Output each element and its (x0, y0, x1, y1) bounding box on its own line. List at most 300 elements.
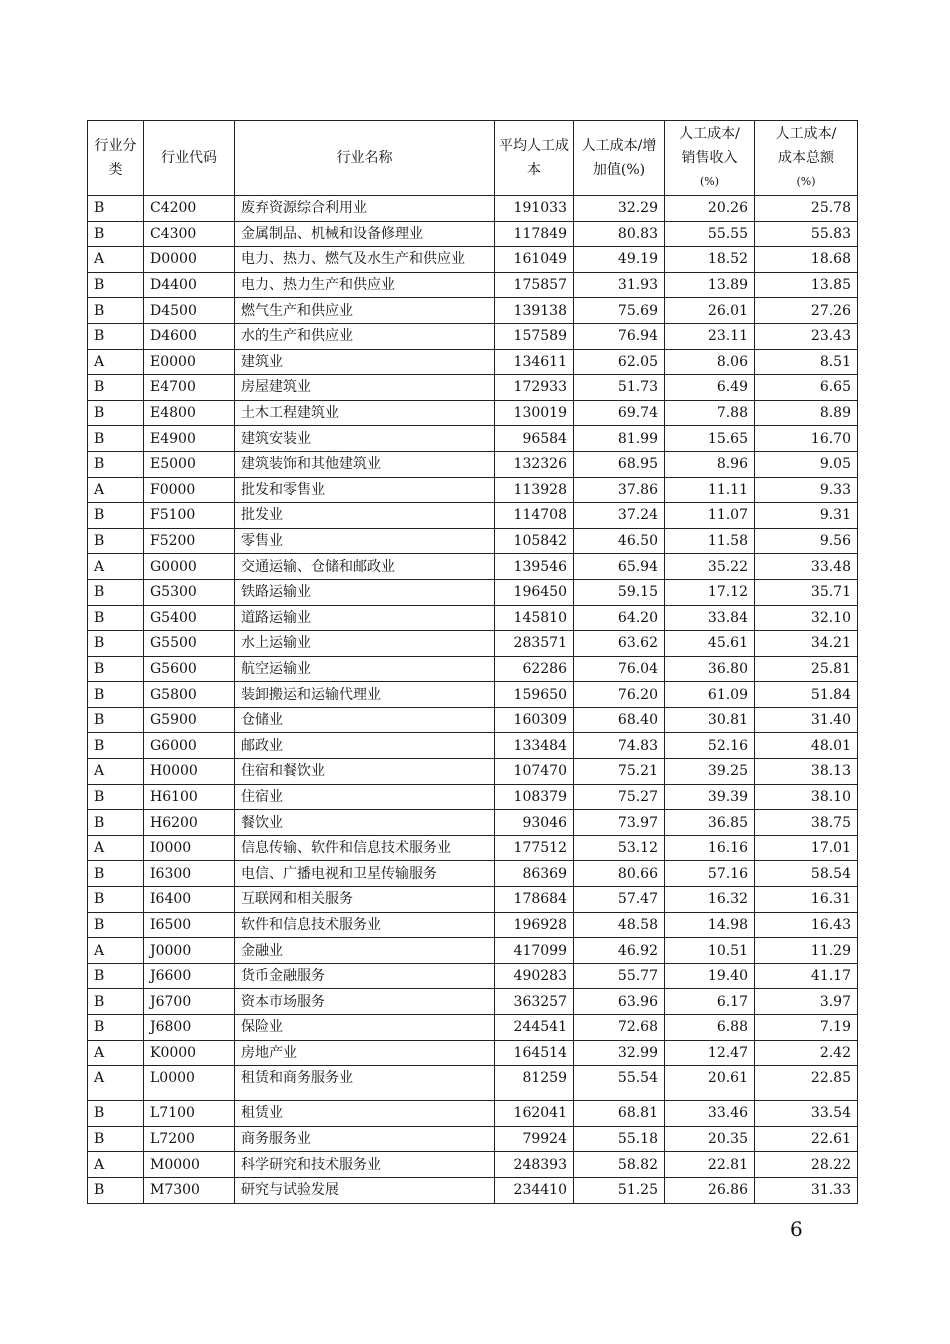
cell-cost-to-sales: 16.16 (665, 835, 755, 861)
cell-cost-to-total-cost: 17.01 (755, 835, 858, 861)
cell-avg-labor-cost: 160309 (495, 707, 574, 733)
cell-avg-labor-cost: 490283 (495, 963, 574, 989)
cell-industry-name: 科学研究和技术服务业 (235, 1152, 495, 1178)
cell-industry-name: 商务服务业 (235, 1126, 495, 1152)
cell-industry-class: B (88, 196, 144, 222)
cell-cost-to-total-cost: 9.05 (755, 451, 858, 477)
cell-industry-class: A (88, 349, 144, 375)
cell-industry-code: E4900 (144, 426, 235, 452)
cell-cost-to-sales: 36.85 (665, 810, 755, 836)
cell-cost-to-total-cost: 9.33 (755, 477, 858, 503)
cell-cost-to-sales: 22.81 (665, 1152, 755, 1178)
cell-industry-class: B (88, 298, 144, 324)
cell-cost-to-sales: 52.16 (665, 733, 755, 759)
cell-cost-to-value-added: 51.25 (574, 1177, 665, 1203)
cell-cost-to-sales: 26.86 (665, 1177, 755, 1203)
cell-industry-class: B (88, 631, 144, 657)
cell-cost-to-sales: 55.55 (665, 221, 755, 247)
cell-cost-to-sales: 11.58 (665, 528, 755, 554)
cell-industry-name: 金融业 (235, 938, 495, 964)
cell-cost-to-total-cost: 23.43 (755, 323, 858, 349)
cell-cost-to-total-cost: 9.56 (755, 528, 858, 554)
cell-cost-to-value-added: 72.68 (574, 1015, 665, 1041)
cell-avg-labor-cost: 248393 (495, 1152, 574, 1178)
table-row (88, 1015, 858, 1041)
cell-industry-name: 电力、热力生产和供应业 (235, 272, 495, 298)
cell-industry-class: B (88, 272, 144, 298)
cell-cost-to-sales: 14.98 (665, 912, 755, 938)
cell-industry-class: B (88, 707, 144, 733)
cell-industry-class: B (88, 323, 144, 349)
cell-industry-name: 批发和零售业 (235, 477, 495, 503)
cell-cost-to-sales: 11.07 (665, 503, 755, 529)
cell-industry-name: 燃气生产和供应业 (235, 298, 495, 324)
cell-cost-to-total-cost: 48.01 (755, 733, 858, 759)
cell-avg-labor-cost: 114708 (495, 503, 574, 529)
cell-cost-to-value-added: 31.93 (574, 272, 665, 298)
table-row (88, 426, 858, 452)
cell-industry-name: 金属制品、机械和设备修理业 (235, 221, 495, 247)
cell-avg-labor-cost: 363257 (495, 989, 574, 1015)
cell-industry-class: B (88, 861, 144, 887)
cell-industry-name: 建筑业 (235, 349, 495, 375)
cell-cost-to-value-added: 76.94 (574, 323, 665, 349)
cell-industry-name: 零售业 (235, 528, 495, 554)
table-row (88, 784, 858, 810)
cell-industry-code: L7100 (144, 1101, 235, 1127)
cell-cost-to-total-cost: 58.54 (755, 861, 858, 887)
cell-avg-labor-cost: 178684 (495, 887, 574, 913)
cell-industry-class: B (88, 1177, 144, 1203)
cell-avg-labor-cost: 86369 (495, 861, 574, 887)
cell-cost-to-sales: 13.89 (665, 272, 755, 298)
cell-industry-code: G5300 (144, 579, 235, 605)
cell-industry-class: B (88, 579, 144, 605)
table-row (88, 579, 858, 605)
cell-avg-labor-cost: 417099 (495, 938, 574, 964)
cell-industry-class: B (88, 426, 144, 452)
header-cost-to-value-added: 人工成本/增加值(%) (574, 121, 665, 196)
header-cost-to-sales-line2: 销售收入 (681, 150, 738, 166)
cell-industry-code: E0000 (144, 349, 235, 375)
cell-cost-to-sales: 33.84 (665, 605, 755, 631)
cell-industry-code: F5100 (144, 503, 235, 529)
cell-cost-to-sales: 35.22 (665, 554, 755, 580)
cell-cost-to-value-added: 49.19 (574, 247, 665, 273)
table-row (88, 221, 858, 247)
cell-cost-to-value-added: 75.21 (574, 759, 665, 785)
cell-industry-code: I6400 (144, 887, 235, 913)
cell-industry-class: B (88, 656, 144, 682)
cell-industry-name: 建筑安装业 (235, 426, 495, 452)
table-row (88, 1040, 858, 1066)
cell-cost-to-sales: 36.80 (665, 656, 755, 682)
table-row (88, 477, 858, 503)
cell-cost-to-sales: 17.12 (665, 579, 755, 605)
cell-industry-name: 装卸搬运和运输代理业 (235, 682, 495, 708)
cell-cost-to-value-added: 37.24 (574, 503, 665, 529)
cell-cost-to-value-added: 46.50 (574, 528, 665, 554)
cell-cost-to-value-added: 69.74 (574, 400, 665, 426)
cell-cost-to-total-cost: 11.29 (755, 938, 858, 964)
header-cost-to-sales (665, 121, 755, 196)
header-cost-to-total-line1: 人工成本/ (775, 126, 837, 142)
cell-industry-name: 航空运输业 (235, 656, 495, 682)
cell-cost-to-value-added: 63.62 (574, 631, 665, 657)
cell-industry-code: G5500 (144, 631, 235, 657)
cell-industry-name: 道路运输业 (235, 605, 495, 631)
cell-cost-to-total-cost: 41.17 (755, 963, 858, 989)
cell-avg-labor-cost: 145810 (495, 605, 574, 631)
cell-industry-class: A (88, 1040, 144, 1066)
cell-industry-name: 研究与试验发展 (235, 1177, 495, 1203)
cell-industry-code: M0000 (144, 1152, 235, 1178)
cell-industry-name: 交通运输、仓储和邮政业 (235, 554, 495, 580)
table-body (88, 196, 858, 1204)
cell-industry-code: G6000 (144, 733, 235, 759)
cell-industry-class: B (88, 1015, 144, 1041)
cell-avg-labor-cost: 134611 (495, 349, 574, 375)
cell-avg-labor-cost: 117849 (495, 221, 574, 247)
header-cost-to-sales-line1: 人工成本/ (679, 126, 740, 142)
cell-avg-labor-cost: 81259 (495, 1066, 574, 1101)
cell-cost-to-value-added: 80.83 (574, 221, 665, 247)
cell-avg-labor-cost: 113928 (495, 477, 574, 503)
cell-cost-to-total-cost: 16.31 (755, 887, 858, 913)
cell-industry-name: 资本市场服务 (235, 989, 495, 1015)
cell-cost-to-sales: 7.88 (665, 400, 755, 426)
table-row (88, 605, 858, 631)
cell-industry-code: E4800 (144, 400, 235, 426)
cell-cost-to-sales: 33.46 (665, 1101, 755, 1127)
cell-industry-name: 信息传输、软件和信息技术服务业 (235, 835, 495, 861)
cell-cost-to-sales: 18.52 (665, 247, 755, 273)
cell-industry-code: L0000 (144, 1066, 235, 1101)
cell-avg-labor-cost: 283571 (495, 631, 574, 657)
cell-avg-labor-cost: 196450 (495, 579, 574, 605)
industry-labor-cost-table (87, 120, 858, 1204)
cell-avg-labor-cost: 139138 (495, 298, 574, 324)
header-industry-code: 行业代码 (144, 121, 235, 196)
cell-cost-to-total-cost: 6.65 (755, 375, 858, 401)
cell-cost-to-sales: 16.32 (665, 887, 755, 913)
cell-industry-class: B (88, 784, 144, 810)
cell-cost-to-sales: 10.51 (665, 938, 755, 964)
table-row (88, 707, 858, 733)
cell-industry-name: 电力、热力、燃气及水生产和供应业 (235, 247, 495, 273)
cell-industry-class: B (88, 400, 144, 426)
page-number: 6 (790, 1217, 803, 1241)
table-row (88, 1177, 858, 1203)
table-row (88, 912, 858, 938)
cell-industry-name: 房地产业 (235, 1040, 495, 1066)
cell-cost-to-sales: 6.17 (665, 989, 755, 1015)
header-avg-labor-cost: 平均人工成本 (495, 121, 574, 196)
table-row (88, 835, 858, 861)
cell-cost-to-total-cost: 32.10 (755, 605, 858, 631)
cell-cost-to-sales: 45.61 (665, 631, 755, 657)
cell-cost-to-total-cost: 13.85 (755, 272, 858, 298)
cell-cost-to-total-cost: 22.61 (755, 1126, 858, 1152)
cell-cost-to-value-added: 32.29 (574, 196, 665, 222)
cell-industry-name: 货币金融服务 (235, 963, 495, 989)
cell-cost-to-value-added: 63.96 (574, 989, 665, 1015)
cell-avg-labor-cost: 62286 (495, 656, 574, 682)
table-row (88, 554, 858, 580)
cell-industry-class: B (88, 221, 144, 247)
cell-industry-code: D0000 (144, 247, 235, 273)
cell-cost-to-sales: 57.16 (665, 861, 755, 887)
cell-avg-labor-cost: 191033 (495, 196, 574, 222)
cell-avg-labor-cost: 159650 (495, 682, 574, 708)
cell-cost-to-sales: 8.06 (665, 349, 755, 375)
cell-cost-to-total-cost: 3.97 (755, 989, 858, 1015)
cell-industry-name: 互联网和相关服务 (235, 887, 495, 913)
cell-cost-to-sales: 61.09 (665, 682, 755, 708)
cell-industry-class: A (88, 1066, 144, 1101)
cell-industry-code: F5200 (144, 528, 235, 554)
cell-cost-to-total-cost: 38.13 (755, 759, 858, 785)
cell-cost-to-sales: 26.01 (665, 298, 755, 324)
cell-cost-to-total-cost: 25.81 (755, 656, 858, 682)
cell-industry-code: J6700 (144, 989, 235, 1015)
table-row (88, 656, 858, 682)
cell-cost-to-sales: 20.26 (665, 196, 755, 222)
cell-cost-to-value-added: 46.92 (574, 938, 665, 964)
cell-industry-code: L7200 (144, 1126, 235, 1152)
cell-industry-code: C4300 (144, 221, 235, 247)
cell-cost-to-sales: 11.11 (665, 477, 755, 503)
table-row (88, 323, 858, 349)
cell-cost-to-total-cost: 16.43 (755, 912, 858, 938)
cell-cost-to-sales: 20.35 (665, 1126, 755, 1152)
table-row (88, 272, 858, 298)
cell-cost-to-total-cost: 33.48 (755, 554, 858, 580)
cell-avg-labor-cost: 244541 (495, 1015, 574, 1041)
table-row (88, 349, 858, 375)
cell-industry-class: B (88, 1126, 144, 1152)
cell-cost-to-total-cost: 35.71 (755, 579, 858, 605)
cell-cost-to-total-cost: 2.42 (755, 1040, 858, 1066)
cell-cost-to-total-cost: 25.78 (755, 196, 858, 222)
cell-avg-labor-cost: 105842 (495, 528, 574, 554)
cell-cost-to-total-cost: 55.83 (755, 221, 858, 247)
cell-cost-to-total-cost: 9.31 (755, 503, 858, 529)
cell-cost-to-total-cost: 8.89 (755, 400, 858, 426)
cell-cost-to-total-cost: 22.85 (755, 1066, 858, 1101)
cell-industry-name: 房屋建筑业 (235, 375, 495, 401)
cell-cost-to-total-cost: 31.40 (755, 707, 858, 733)
cell-industry-name: 软件和信息技术服务业 (235, 912, 495, 938)
cell-industry-name: 邮政业 (235, 733, 495, 759)
cell-industry-name: 废弃资源综合利用业 (235, 196, 495, 222)
table-row (88, 1126, 858, 1152)
cell-cost-to-value-added: 64.20 (574, 605, 665, 631)
cell-industry-name: 土木工程建筑业 (235, 400, 495, 426)
cell-cost-to-value-added: 51.73 (574, 375, 665, 401)
cell-cost-to-total-cost: 31.33 (755, 1177, 858, 1203)
cell-cost-to-value-added: 76.20 (574, 682, 665, 708)
cell-cost-to-value-added: 76.04 (574, 656, 665, 682)
table-row (88, 810, 858, 836)
cell-avg-labor-cost: 172933 (495, 375, 574, 401)
cell-industry-name: 水的生产和供应业 (235, 323, 495, 349)
table-row (88, 247, 858, 273)
cell-avg-labor-cost: 93046 (495, 810, 574, 836)
cell-industry-name: 水上运输业 (235, 631, 495, 657)
cell-industry-code: J0000 (144, 938, 235, 964)
header-cost-to-total-unit: (%) (796, 175, 816, 188)
cell-industry-code: F0000 (144, 477, 235, 503)
cell-cost-to-value-added: 80.66 (574, 861, 665, 887)
table-row (88, 1152, 858, 1178)
cell-cost-to-value-added: 62.05 (574, 349, 665, 375)
cell-cost-to-sales: 30.81 (665, 707, 755, 733)
table-row (88, 298, 858, 324)
cell-cost-to-sales: 8.96 (665, 451, 755, 477)
cell-cost-to-value-added: 59.15 (574, 579, 665, 605)
cell-industry-code: J6800 (144, 1015, 235, 1041)
cell-industry-code: H6200 (144, 810, 235, 836)
cell-industry-code: D4400 (144, 272, 235, 298)
cell-industry-code: H6100 (144, 784, 235, 810)
table-row (88, 682, 858, 708)
cell-industry-class: B (88, 503, 144, 529)
cell-cost-to-value-added: 75.27 (574, 784, 665, 810)
cell-industry-code: G5600 (144, 656, 235, 682)
cell-industry-name: 保险业 (235, 1015, 495, 1041)
cell-industry-code: K0000 (144, 1040, 235, 1066)
table-row (88, 528, 858, 554)
cell-cost-to-total-cost: 7.19 (755, 1015, 858, 1041)
table-row (88, 759, 858, 785)
cell-industry-class: A (88, 247, 144, 273)
cell-cost-to-value-added: 68.81 (574, 1101, 665, 1127)
cell-avg-labor-cost: 162041 (495, 1101, 574, 1127)
cell-industry-name: 租赁和商务服务业 (235, 1066, 495, 1101)
cell-cost-to-total-cost: 38.75 (755, 810, 858, 836)
cell-industry-class: B (88, 912, 144, 938)
cell-cost-to-value-added: 57.47 (574, 887, 665, 913)
cell-industry-code: C4200 (144, 196, 235, 222)
cell-cost-to-value-added: 65.94 (574, 554, 665, 580)
header-cost-to-total-line2: 成本总额 (778, 150, 834, 166)
cell-avg-labor-cost: 157589 (495, 323, 574, 349)
cell-cost-to-sales: 20.61 (665, 1066, 755, 1101)
cell-industry-code: J6600 (144, 963, 235, 989)
header-cost-to-total-cost (755, 121, 858, 196)
table-row (88, 1101, 858, 1127)
cell-cost-to-total-cost: 8.51 (755, 349, 858, 375)
cell-industry-name: 电信、广播电视和卫星传输服务 (235, 861, 495, 887)
cell-industry-class: A (88, 759, 144, 785)
cell-industry-class: B (88, 887, 144, 913)
cell-industry-code: E5000 (144, 451, 235, 477)
cell-industry-code: G5400 (144, 605, 235, 631)
cell-industry-code: D4600 (144, 323, 235, 349)
cell-cost-to-value-added: 55.18 (574, 1126, 665, 1152)
table-row (88, 989, 858, 1015)
cell-avg-labor-cost: 130019 (495, 400, 574, 426)
cell-industry-code: E4700 (144, 375, 235, 401)
cell-industry-name: 建筑装饰和其他建筑业 (235, 451, 495, 477)
cell-cost-to-total-cost: 18.68 (755, 247, 858, 273)
cell-industry-class: B (88, 528, 144, 554)
cell-avg-labor-cost: 133484 (495, 733, 574, 759)
cell-avg-labor-cost: 164514 (495, 1040, 574, 1066)
cell-cost-to-sales: 39.25 (665, 759, 755, 785)
cell-cost-to-sales: 15.65 (665, 426, 755, 452)
cell-cost-to-sales: 6.49 (665, 375, 755, 401)
cell-avg-labor-cost: 96584 (495, 426, 574, 452)
cell-avg-labor-cost: 139546 (495, 554, 574, 580)
cell-cost-to-sales: 39.39 (665, 784, 755, 810)
cell-avg-labor-cost: 177512 (495, 835, 574, 861)
cell-industry-code: I6300 (144, 861, 235, 887)
cell-cost-to-total-cost: 27.26 (755, 298, 858, 324)
cell-cost-to-value-added: 81.99 (574, 426, 665, 452)
cell-cost-to-sales: 19.40 (665, 963, 755, 989)
table-row (88, 451, 858, 477)
cell-avg-labor-cost: 132326 (495, 451, 574, 477)
table-row (88, 400, 858, 426)
cell-industry-code: D4500 (144, 298, 235, 324)
cell-industry-class: B (88, 451, 144, 477)
cell-cost-to-value-added: 48.58 (574, 912, 665, 938)
cell-industry-name: 仓储业 (235, 707, 495, 733)
cell-industry-code: G5800 (144, 682, 235, 708)
header-industry-name: 行业名称 (235, 121, 495, 196)
cell-industry-code: G5900 (144, 707, 235, 733)
cell-industry-name: 铁路运输业 (235, 579, 495, 605)
table-row (88, 1066, 858, 1101)
cell-avg-labor-cost: 79924 (495, 1126, 574, 1152)
cell-industry-class: A (88, 554, 144, 580)
cell-cost-to-total-cost: 16.70 (755, 426, 858, 452)
cell-cost-to-total-cost: 34.21 (755, 631, 858, 657)
cell-industry-class: B (88, 989, 144, 1015)
cell-industry-class: A (88, 835, 144, 861)
cell-cost-to-value-added: 75.69 (574, 298, 665, 324)
table-row (88, 963, 858, 989)
table-row (88, 196, 858, 222)
cell-avg-labor-cost: 196928 (495, 912, 574, 938)
cell-industry-class: B (88, 375, 144, 401)
cell-industry-class: B (88, 963, 144, 989)
cell-cost-to-value-added: 55.77 (574, 963, 665, 989)
cell-cost-to-value-added: 68.95 (574, 451, 665, 477)
cell-industry-code: H0000 (144, 759, 235, 785)
cell-industry-name: 住宿业 (235, 784, 495, 810)
cell-cost-to-total-cost: 33.54 (755, 1101, 858, 1127)
cell-cost-to-total-cost: 38.10 (755, 784, 858, 810)
table-row (88, 733, 858, 759)
cell-industry-name: 租赁业 (235, 1101, 495, 1127)
header-industry-class: 行业分类 (88, 121, 144, 196)
cell-cost-to-value-added: 55.54 (574, 1066, 665, 1101)
table-row (88, 938, 858, 964)
header-cost-to-sales-unit: (%) (699, 175, 720, 188)
cell-cost-to-value-added: 37.86 (574, 477, 665, 503)
cell-industry-class: B (88, 682, 144, 708)
table-row (88, 631, 858, 657)
cell-industry-class: B (88, 810, 144, 836)
cell-avg-labor-cost: 108379 (495, 784, 574, 810)
table-row (88, 503, 858, 529)
cell-cost-to-total-cost: 28.22 (755, 1152, 858, 1178)
cell-industry-name: 批发业 (235, 503, 495, 529)
cell-avg-labor-cost: 107470 (495, 759, 574, 785)
